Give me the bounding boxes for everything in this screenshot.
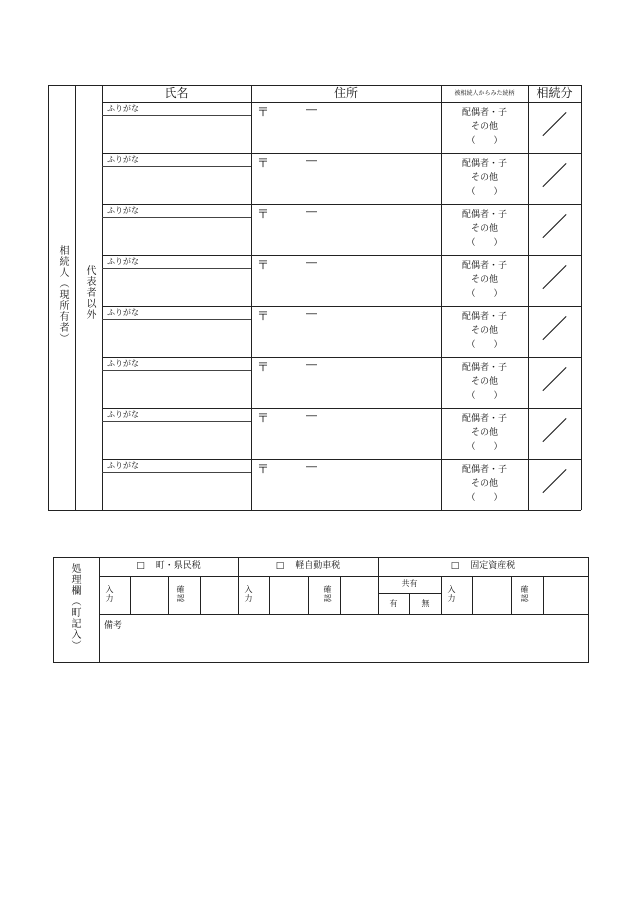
furigana-label: ふりがな [107,206,139,215]
relation-paren: （ ） [466,136,503,146]
postal-mark: 〒 [257,105,270,119]
relation-spouse-child[interactable]: 配偶者・子 [461,312,507,322]
postal-mark: 〒 [257,207,270,221]
remarks-field[interactable] [120,615,588,662]
light-vehicle-tax-label: 軽自動車税 [295,561,341,571]
relation-other[interactable]: その他 [470,173,498,183]
co-owned-yes[interactable]: 有 [389,599,398,608]
relation-paren: （ ） [466,340,503,350]
postal-dash: ― [306,256,317,269]
address-input[interactable] [252,168,440,203]
relation-spouse-child[interactable]: 配偶者・子 [461,108,507,118]
relation-paren: （ ） [466,187,503,197]
header-address: 住所 [333,86,358,100]
furigana-label: ふりがな [107,257,139,266]
furigana-label: ふりがな [107,104,139,113]
share-mark[interactable]: ／ [541,366,568,396]
relation-other[interactable]: その他 [470,479,498,489]
furigana-input[interactable] [150,460,250,472]
postal-dash: ― [306,409,317,422]
fixed-input-field[interactable] [473,577,511,614]
resident-input-field[interactable] [131,577,168,614]
postal-dash: ― [306,460,317,473]
relation-paren: （ ） [466,442,503,452]
vehicle-confirm-field[interactable] [341,577,378,614]
furigana-input[interactable] [150,358,250,370]
share-mark[interactable]: ／ [541,468,568,498]
address-input[interactable] [252,423,440,458]
postal-mark: 〒 [257,156,270,170]
non-representative-label: 代表者以外 [84,265,95,320]
postal-mark: 〒 [257,360,270,374]
resident-confirm-label: 確認 [176,585,185,603]
relation-paren: （ ） [466,493,503,503]
fixed-confirm-field[interactable] [544,577,588,614]
relation-paren: （ ） [466,289,503,299]
resident-tax-label: 町・県民税 [155,561,201,571]
remarks-label: 備考 [104,621,123,631]
resident-tax-checkbox[interactable]: □ [136,561,145,571]
furigana-input[interactable] [150,103,250,115]
relation-spouse-child[interactable]: 配偶者・子 [461,159,507,169]
address-input[interactable] [252,321,440,356]
fixed-asset-tax-label: 固定資産税 [470,561,516,571]
resident-tax-header [99,557,238,576]
name-input[interactable] [103,422,250,458]
header-relation: 被相続人からみた続柄 [454,90,515,97]
postal-dash: ― [306,307,317,320]
resident-confirm-field[interactable] [201,577,238,614]
name-input[interactable] [103,269,250,305]
resident-input-label: 入力 [105,585,114,603]
name-input[interactable] [103,371,250,407]
fixed-confirm-label: 確認 [520,585,529,603]
furigana-label: ふりがな [107,461,139,470]
header-name: 氏名 [164,86,189,100]
relation-spouse-child[interactable]: 配偶者・子 [461,414,507,424]
postal-mark: 〒 [257,258,270,272]
relation-paren: （ ） [466,238,503,248]
relation-spouse-child[interactable]: 配偶者・子 [461,465,507,475]
relation-other[interactable]: その他 [470,326,498,336]
relation-paren: （ ） [466,391,503,401]
relation-other[interactable]: その他 [470,122,498,132]
furigana-label: ふりがな [107,308,139,317]
name-input[interactable] [103,320,250,356]
address-input[interactable] [252,117,440,152]
heirs-label: 相続人（現所有者） [57,245,68,344]
postal-dash: ― [306,358,317,371]
postal-dash: ― [306,103,317,116]
vehicle-confirm-label: 確認 [323,585,332,603]
share-mark[interactable]: ／ [541,315,568,345]
processing-label: 処理欄（町記入） [69,563,80,651]
light-vehicle-tax-header [238,557,378,576]
furigana-label: ふりがな [107,359,139,368]
header-share: 相続分 [536,86,573,100]
fixed-asset-tax-checkbox[interactable]: □ [450,561,460,571]
name-input[interactable] [103,116,250,152]
postal-mark: 〒 [257,462,270,476]
address-input[interactable] [252,474,440,509]
relation-other[interactable]: その他 [470,428,498,438]
name-input[interactable] [103,167,250,203]
name-input[interactable] [103,218,250,254]
vehicle-input-field[interactable] [270,577,308,614]
co-owned-label: 共有 [401,579,418,588]
postal-dash: ― [306,205,317,218]
co-owned-no[interactable]: 無 [421,599,430,608]
relation-spouse-child[interactable]: 配偶者・子 [461,210,507,220]
address-input[interactable] [252,270,440,305]
name-input[interactable] [103,473,250,509]
furigana-label: ふりがな [107,410,139,419]
furigana-input[interactable] [150,409,250,421]
relation-other[interactable]: その他 [470,224,498,234]
fixed-asset-tax-header [378,557,588,576]
postal-mark: 〒 [257,309,270,323]
furigana-input[interactable] [150,256,250,268]
postal-dash: ― [306,154,317,167]
furigana-input[interactable] [150,205,250,217]
share-mark[interactable]: ／ [541,213,568,243]
share-mark[interactable]: ／ [541,264,568,294]
share-mark[interactable]: ／ [541,111,568,141]
relation-spouse-child[interactable]: 配偶者・子 [461,363,507,373]
share-mark[interactable]: ／ [541,417,568,447]
fixed-input-label: 入力 [447,585,456,603]
furigana-input[interactable] [150,154,250,166]
relation-other[interactable]: その他 [470,377,498,387]
address-input[interactable] [252,219,440,254]
relation-spouse-child[interactable]: 配偶者・子 [461,261,507,271]
postal-mark: 〒 [257,411,270,425]
furigana-label: ふりがな [107,155,139,164]
address-input[interactable] [252,372,440,407]
share-mark[interactable]: ／ [541,162,568,192]
furigana-input[interactable] [150,307,250,319]
light-vehicle-tax-checkbox[interactable]: □ [275,561,285,571]
vehicle-input-label: 入力 [244,585,253,603]
relation-other[interactable]: その他 [470,275,498,285]
